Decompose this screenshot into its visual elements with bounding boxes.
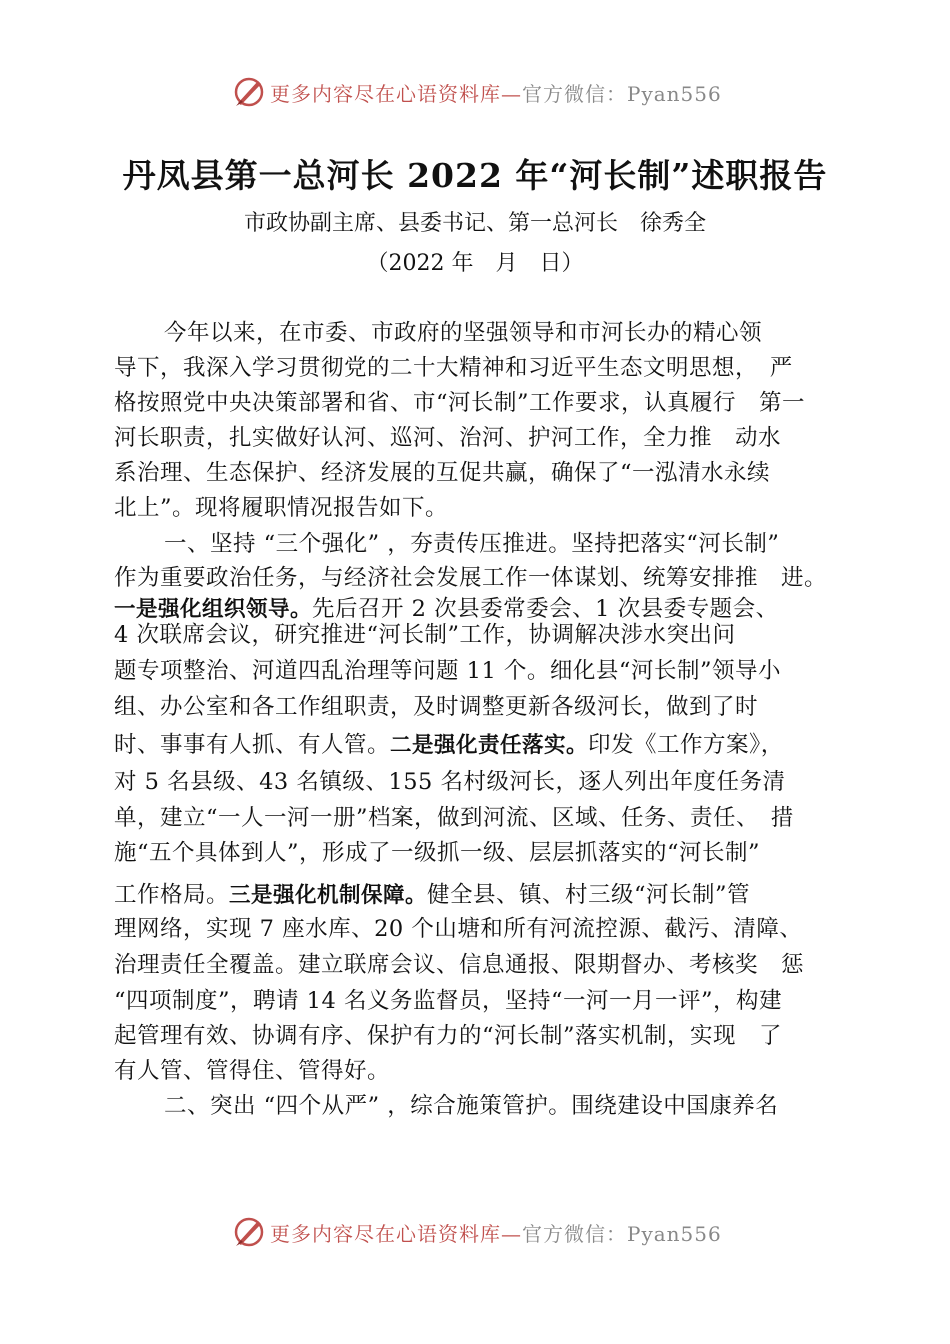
body-line: 对 5 名县级、43 名镇级、155 名村级河长，逐人列出年度任务清 (114, 769, 786, 795)
watermark-header (232, 72, 722, 112)
body-line: 有人管、管得住、管得好。 (114, 1058, 391, 1084)
bold-lead: 二是强化责任落实。 (390, 733, 589, 758)
date-line: （2022 年 月 日） (366, 251, 584, 276)
section-heading: 一、坚持 “三个强化” ，夯责传压推进。坚持把落实“河长制” (164, 531, 780, 557)
body-line: 一是强化组织领导。先后召开 2 次县委常委会、1 次县委专题会、 (114, 596, 779, 622)
watermark-text: 更多内容尽在心语资料库—官方微信：Pyan556 (270, 81, 722, 106)
body-line: 工作格局。三是强化机制保障。健全县、镇、村三级“河长制”管 (114, 882, 751, 908)
body-line: 4 次联席会议，研究推进“河长制”工作，协调解决涉水突出问 (114, 622, 736, 648)
body-line: 组、办公室和各工作组职责，及时调整更新各级河长，做到了时 (114, 694, 759, 720)
body-line: 作为重要政治任务，与经济社会发展工作一体谋划、统筹安排推 进。 (114, 565, 828, 591)
body-line: 导下，我深入学习贯彻党的二十大精神和习近平生态文明思想， 严 (114, 355, 793, 381)
body-line: 系治理、生态保护、经济发展的互促共赢，确保了“一泓清水永续 (114, 460, 771, 486)
author-line: 市政协副主席、县委书记、第一总河长 徐秀全 (243, 211, 706, 236)
section-heading: 二、突出 “四个从严” ，综合施策管护。围绕建设中国康养名 (164, 1093, 779, 1119)
body-line: 起管理有效、协调有序、保护有力的“河长制”落实机制，实现 了 (114, 1023, 783, 1049)
document-title: 丹凤县第一总河长 2022 年“河长制”述职报告 (122, 156, 828, 195)
body-line: 时、事事有人抓、有人管。二是强化责任落实。印发《工作方案》， (114, 732, 784, 758)
body-line: 北上”。现将履职情况报告如下。 (114, 495, 449, 521)
pen-logo-icon (232, 75, 266, 109)
bold-lead: 三是强化机制保障。 (229, 883, 428, 908)
body-line: 施“五个具体到人”，形成了一级抓一级、层层抓落实的“河长制” (114, 840, 761, 866)
body-line: 河长职责，扎实做好认河、巡河、治河、护河工作，全力推 动水 (114, 425, 782, 451)
body-line: 理网络，实现 7 座水库、20 个山塘和所有河流控源、截污、清障、 (114, 916, 803, 942)
body-line: 单，建立“一人一河一册”档案，做到河流、区域、任务、责任、 措 (114, 805, 794, 831)
pen-logo-icon (232, 1215, 266, 1249)
body-line: 格按照党中央决策部署和省、市“河长制”工作要求，认真履行 第一 (114, 390, 806, 416)
bold-lead: 一是强化组织领导。 (114, 597, 313, 622)
body-line: 治理责任全覆盖。建立联席会议、信息通报、限期督办、考核奖 惩 (114, 952, 805, 978)
body-line: 题专项整治、河道四乱治理等问题 11 个。细化县“河长制”领导小 (114, 658, 781, 684)
watermark-text: 更多内容尽在心语资料库—官方微信：Pyan556 (270, 1221, 722, 1246)
watermark-footer (232, 1212, 722, 1252)
body-line: “四项制度”，聘请 14 名义务监督员，坚持“一河一月一评”，构建 (114, 988, 782, 1014)
body-line: 今年以来，在市委、市政府的坚强领导和市河长办的精心领 (164, 320, 763, 346)
